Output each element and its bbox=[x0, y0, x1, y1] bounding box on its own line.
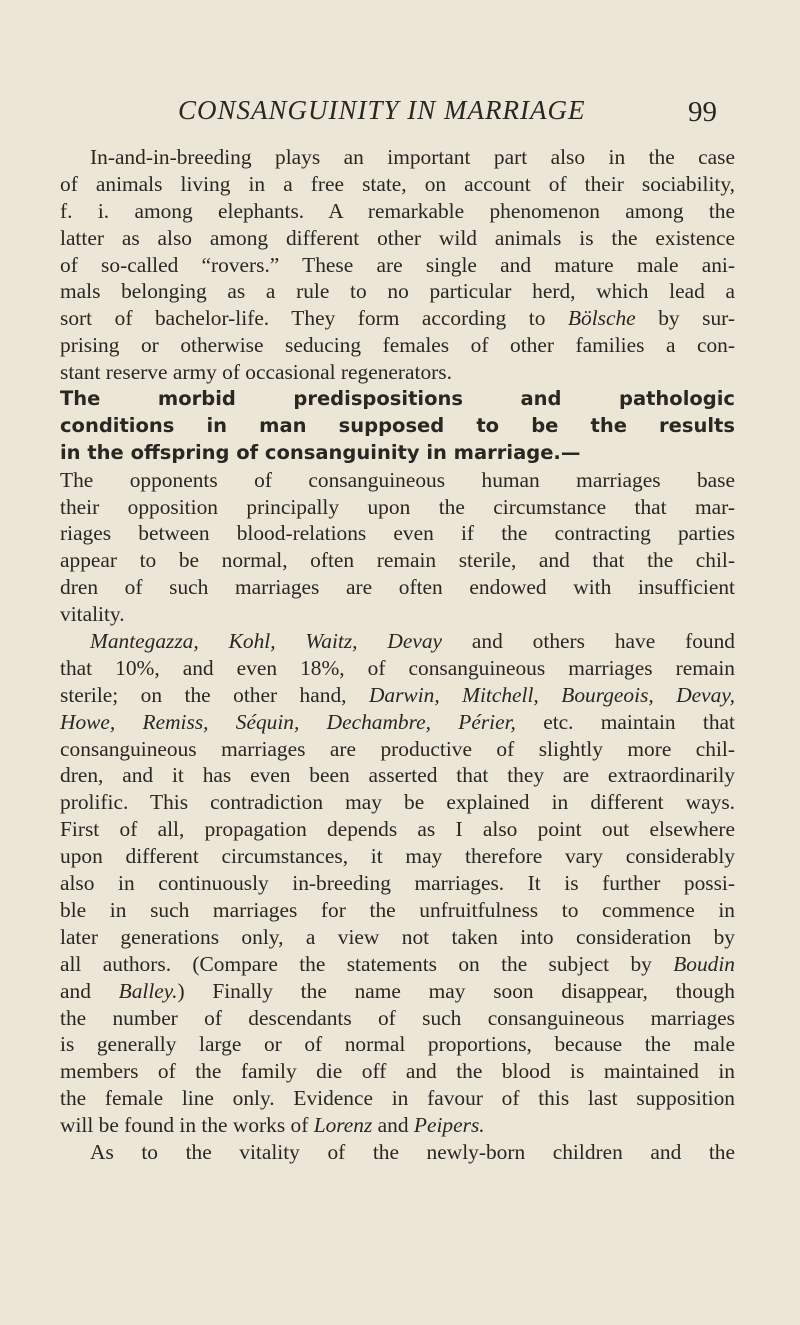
text-line: stant reserve army of occasional regenerators. bbox=[60, 360, 452, 385]
text-line: In-and-in-breeding plays an important part also in the case bbox=[90, 145, 735, 169]
author-name: Boudin bbox=[673, 951, 735, 976]
text-line: upon different circumstances, it may therefore vary considerably bbox=[60, 844, 735, 869]
text-line: vitality. bbox=[60, 602, 125, 627]
text-line: Howe, Remiss, Séquin, Dechambre, Périer, etc. maintain that bbox=[60, 709, 735, 734]
text-line: will be found in the works of Lorenz and Peipers. bbox=[60, 1113, 485, 1138]
text-line: f. i. among elephants. A remarkable phenomenon among the bbox=[60, 198, 735, 223]
text-line: the number of descendants of such consanguineous marriages bbox=[60, 1005, 735, 1030]
text-line: later generations only, a view not taken into consideration by bbox=[60, 924, 735, 949]
text-line: the female line only. Evidence in favour of this last supposition bbox=[60, 1086, 735, 1111]
section-heading-line: conditions in man supposed to be the results bbox=[60, 413, 735, 437]
text-line: of so-called “rovers.” These are single and mature male ani- bbox=[60, 252, 735, 277]
text-line: The opponents of consanguineous human marriages base bbox=[60, 467, 735, 492]
running-header: CONSANGUINITY IN MARRIAGE bbox=[178, 95, 586, 125]
text-line: First of all, propagation depends as I also point out elsewhere bbox=[60, 817, 735, 842]
text-line: is generally large or of normal proportions, because the male bbox=[60, 1032, 735, 1057]
text-line: latter as also among different other wild animals is the existence bbox=[60, 225, 735, 250]
text-line: their opposition principally upon the circumstance that mar- bbox=[60, 494, 735, 519]
section-heading-line: in the offspring of consanguinity in marriage.— bbox=[60, 440, 581, 464]
text-line: all authors. (Compare the statements on the subject by Boudin bbox=[60, 951, 735, 976]
text-line: riages between blood-relations even if the contracting parties bbox=[60, 521, 735, 546]
author-name: Balley. bbox=[118, 978, 178, 1003]
text-line: that 10%, and even 18%, of consanguineous marriages remain bbox=[60, 655, 735, 680]
author-names: Howe, Remiss, Séquin, Dechambre, Périer, bbox=[60, 709, 516, 734]
body-text bbox=[60, 144, 735, 1166]
author-names: Mantegazza, Kohl, Waitz, Devay bbox=[90, 629, 443, 654]
text-line: consanguineous marriages are productive of slightly more chil- bbox=[60, 736, 735, 761]
page-number: 99 bbox=[688, 96, 717, 128]
author-name: Lorenz bbox=[313, 1113, 373, 1138]
text-line: sort of bachelor-life. They form according to Bölsche by sur- bbox=[60, 306, 735, 331]
text-line: ble in such marriages for the unfruitfulness to commence in bbox=[60, 897, 735, 922]
text-line: prising or otherwise seducing females of other families a con- bbox=[60, 333, 735, 358]
text-line: appear to be normal, often remain sterile, and that the chil- bbox=[60, 548, 735, 573]
text-line: As to the vitality of the newly-born children and the bbox=[90, 1139, 735, 1164]
text-line: sterile; on the other hand, Darwin, Mitchell, Bourgeois, Devay, bbox=[60, 682, 735, 707]
author-name: Bölsche bbox=[567, 306, 636, 331]
text-line: dren of such marriages are often endowed with insufficient bbox=[60, 575, 735, 600]
text-line: also in continuously in-breeding marriages. It is further possi- bbox=[60, 871, 735, 896]
text-line: prolific. This contradiction may be explained in different ways. bbox=[60, 790, 735, 815]
text-line: Mantegazza, Kohl, Waitz, Devay and others have found bbox=[90, 629, 735, 654]
text-line: mals belonging as a rule to no particular herd, which lead a bbox=[60, 279, 735, 304]
text-line: and Balley.) Finally the name may soon disappear, though bbox=[60, 978, 735, 1003]
text-line: members of the family die off and the blood is maintained in bbox=[60, 1059, 735, 1084]
section-heading-line: The morbid predispositions and pathologic bbox=[60, 387, 735, 411]
text-line: of animals living in a free state, on account of their sociability, bbox=[60, 171, 735, 196]
author-names: Darwin, Mitchell, Bourgeois, Devay, bbox=[368, 682, 735, 707]
author-name: Peipers. bbox=[413, 1113, 485, 1138]
text-line: dren, and it has even been asserted that they are extraordinarily bbox=[60, 763, 735, 788]
